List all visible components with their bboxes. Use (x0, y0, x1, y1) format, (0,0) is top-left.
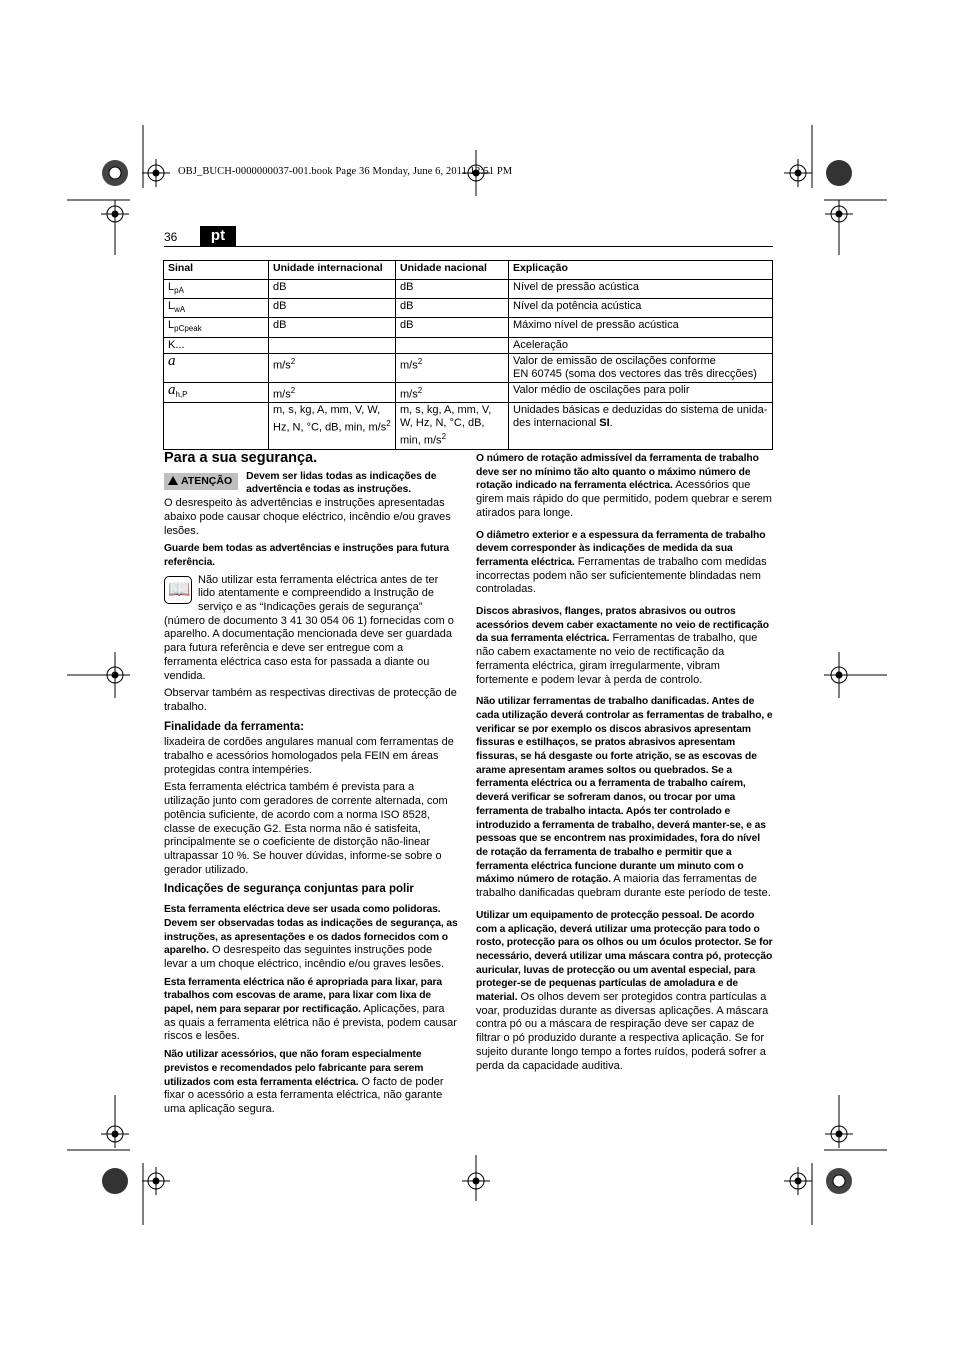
paragraph: Esta ferramenta eléctrica também é prevista para a utilização junto com geradores de corrente alternada, com potência suficiente, de acordo com a norma ISO 8528, classe de execução G2. Esta norma não é satisfeita, principalmente se o coeficiente de distorção não-linear ultrapassar 10 %. Se houver dúvidas, informe-se sobre o gerador utilizado. (164, 781, 448, 876)
warning-text: Devem ser lidas todas as indicações de advertência e todas as instruções. (246, 470, 437, 496)
subheading: Indicações de segurança conjuntas para polir (164, 883, 414, 896)
nat-unit-cell (396, 337, 509, 353)
table-header-row (164, 261, 773, 280)
symbol-cell: $L_{wA}$ (164, 299, 269, 318)
paragraph-bold: Guarde bem todas as advertências e instruções para futura referência. (164, 543, 450, 568)
symbol-cell: $L_{pA}$ (164, 280, 269, 299)
paragraph: O número de rotação admissível da ferramenta de trabalho deve ser no mínimo tão alto quanto o máximo número de rotação indicado na ferramenta eléctrica. Acessórios que girem mais rápido do que permitido, podem quebrar e serem atirados para longe. (476, 453, 772, 519)
paragraph: Esta ferramenta eléctrica deve ser usada como polidoras. Devem ser observadas todas as indicações de segurança, as instruções, as apresentações e os dados fornecidos com o aparelho. O desrespeito das seguintes instruções pode levar a um choque eléctrico, incêndio e/ou graves lesões. (164, 904, 458, 970)
table-header: Explicação (509, 261, 773, 280)
intl-unit-cell: $m/s^2$ (269, 353, 396, 382)
table-header: Unidade nacional (396, 261, 509, 280)
warning-triangle-icon (168, 476, 178, 485)
table-row (164, 299, 773, 318)
subheading: Finalidade da ferramenta: (164, 720, 304, 733)
symbol-cell: $L_{pCpeak}$ (164, 318, 269, 337)
explanation-cell: Nível de pressão acústica (509, 280, 773, 299)
intl-unit-cell (269, 337, 396, 353)
paragraph: Não utilizar acessórios, que não foram especialmente previstos e recomendados pelo fabricante para serem utilizados com esta ferramenta eléctrica. O facto de poder fixar o acessório a esta ferramenta eléctrica, não garante uma aplicação segura. (164, 1049, 444, 1115)
warning-badge: ATENÇÃO (164, 473, 238, 490)
paragraph: Discos abrasivos, flanges, pratos abrasivos ou outros acessórios devem caber exactamente no veio de rectificação da sua ferramenta eléctrica. Ferramentas de trabalho, que não cabem exactamente no veio de rectificação da ferramenta eléctrica, giram irregularmente, vibram fortemente e podem levar à perda de controlo. (476, 606, 769, 686)
intl-unit-cell: dB (269, 299, 396, 318)
explanation-cell: Valor médio de oscilações para polir (509, 382, 773, 403)
page-number: 36 (164, 230, 178, 244)
table-row (164, 337, 773, 353)
table-header: Sinal (164, 261, 269, 280)
table-row (164, 382, 773, 403)
paragraph: O desrespeito às advertências e instruções apresentadas abaixo pode causar choque eléctrico, incêndio e/ou graves lesões. (164, 497, 451, 537)
nat-unit-cell: dB (396, 318, 509, 337)
paragraph: Observar também as respectivas directivas de protecção de trabalho. (164, 687, 457, 713)
header-rule (164, 246, 773, 247)
paragraph: Esta ferramenta eléctrica não é apropriada para lixar, para trabalhos com escovas de arame, para lixar com lixa de papel, nem para separar por rectificação. Aplicações, para as quais a ferramenta elétrica não é prevista, podem causar riscos e lesões. (164, 976, 457, 1043)
paragraph: O diâmetro exterior e a espessura da ferramenta de trabalho devem corresponder às indicações de medida da sua ferramenta eléctrica. Ferramentas de trabalho com medidas incorrectas podem não ser suficientemente blindadas nem controladas. (476, 529, 767, 596)
book-info-line: OBJ_BUCH-0000000037-001.book Page 36 Monday, June 6, 2011 12:51 PM (178, 166, 513, 177)
section-title: Para a sua segurança. (164, 450, 318, 466)
nat-unit-cell: dB (396, 280, 509, 299)
nat-unit-cell: m, s, kg, A, mm, V, W, Hz, N, °C, dB, min, $m/s^2$ (396, 403, 509, 450)
table-row (164, 280, 773, 299)
explanation-cell: Máximo nível de pressão acústica (509, 318, 773, 337)
nat-unit-cell: dB (396, 299, 509, 318)
symbol-cell: a (164, 353, 269, 382)
table-row (164, 403, 773, 450)
explanation-cell: Nível da potência acústica (509, 299, 773, 318)
symbol-cell: $a_{h,P}$ (164, 382, 269, 403)
table-row (164, 318, 773, 337)
paragraph-with-icon: 📖 Não utilizar esta ferramenta eléctrica antes de ter lido atentamente e compreendido a Instrução de serviço e as “Indicações gerais de segurança” (número de documento 3 41 30 054 06 1) fornecidas com o aparelho. A documentação mencionada deve ser guardada para futura referência e deve ser entregue com a ferramenta eléctrica caso esta for passada a diante ou vendida. (164, 573, 454, 682)
symbol-table (163, 260, 773, 450)
intl-unit-cell: dB (269, 280, 396, 299)
table-header: Unidade internacional (269, 261, 396, 280)
explanation-cell: Aceleração (509, 337, 773, 353)
symbol-cell: K... (164, 337, 269, 353)
read-manual-icon: 📖 (164, 576, 192, 604)
right-column (476, 452, 773, 1077)
nat-unit-cell: $m/s^2$ (396, 353, 509, 382)
nat-unit-cell: $m/s^2$ (396, 382, 509, 403)
paragraph: Utilizar um equipamento de protecção pessoal. De acordo com a aplicação, deverá utilizar uma protecção para todo o rosto, protecção para os olhos ou um óculos protector. Se for necessário, deverá utilizar uma máscara contra pó, protecção auricular, luvas de protecção ou um avental especial, para proteger-se de pequenas partículas de amoladura e de material. Os olhos devem ser protegidos contra partículas a voar, produzidas durante as diversas aplicações. A máscara contra pó ou a máscara de respiração deve ser capaz de filtrar o pó produzido durante a respectiva aplicação. Se for sujeito durante longo tempo a fortes ruídos, poderá sofrer a perda da capacidade auditiva. (476, 909, 773, 1072)
symbol-cell (164, 403, 269, 450)
paragraph: Não utilizar ferramentas de trabalho danificadas. Antes de cada utilização deverá controlar as ferramentas de trabalho, e verificar se por exemplo os discos abrasivos apresentam fissuras e estilhaços, se pratos abrasivos apresentam fissuras, se há desgaste ou forte atrição, se as escovas de arame apresentam arames soltos ou quebrados. Se a ferramenta eléctrica ou a ferramenta de trabalho caírem, deverá verificar se sofreram danos, ou trocar por uma ferramenta de trabalho intacta. Após ter controlado e introduzido a ferramenta de trabalho, deverá manter-se, e as pessoas que se encontrem nas proximidades, fora do nível de rotação da ferramenta de trabalho e permitir que a ferramenta eléctrica funcione durante um minuto com o máximo número de rotação. A maioria das ferramentas de trabalho danificadas quebram durante este período de teste. (476, 696, 773, 900)
explanation-cell: Valor de emissão de oscilações conforme EN 60745 (soma dos vectores das três direcções) (509, 353, 773, 382)
explanation-cell: Unidades básicas e deduzidas do sistema de unida-des internacional SI. (509, 403, 773, 450)
language-tab: pt (200, 226, 236, 246)
paragraph: lixadeira de cordões angulares manual com ferramentas de trabalho e acessórios homologados pela FEIN em áreas protegidas contra intempéries. (164, 736, 454, 776)
intl-unit-cell: m, s, kg, A, mm, V, W, Hz, N, °C, dB, min, $m/s^2$ (269, 403, 396, 450)
intl-unit-cell: dB (269, 318, 396, 337)
intl-unit-cell: $m/s^2$ (269, 382, 396, 403)
left-column (164, 452, 458, 1121)
table-row (164, 353, 773, 382)
